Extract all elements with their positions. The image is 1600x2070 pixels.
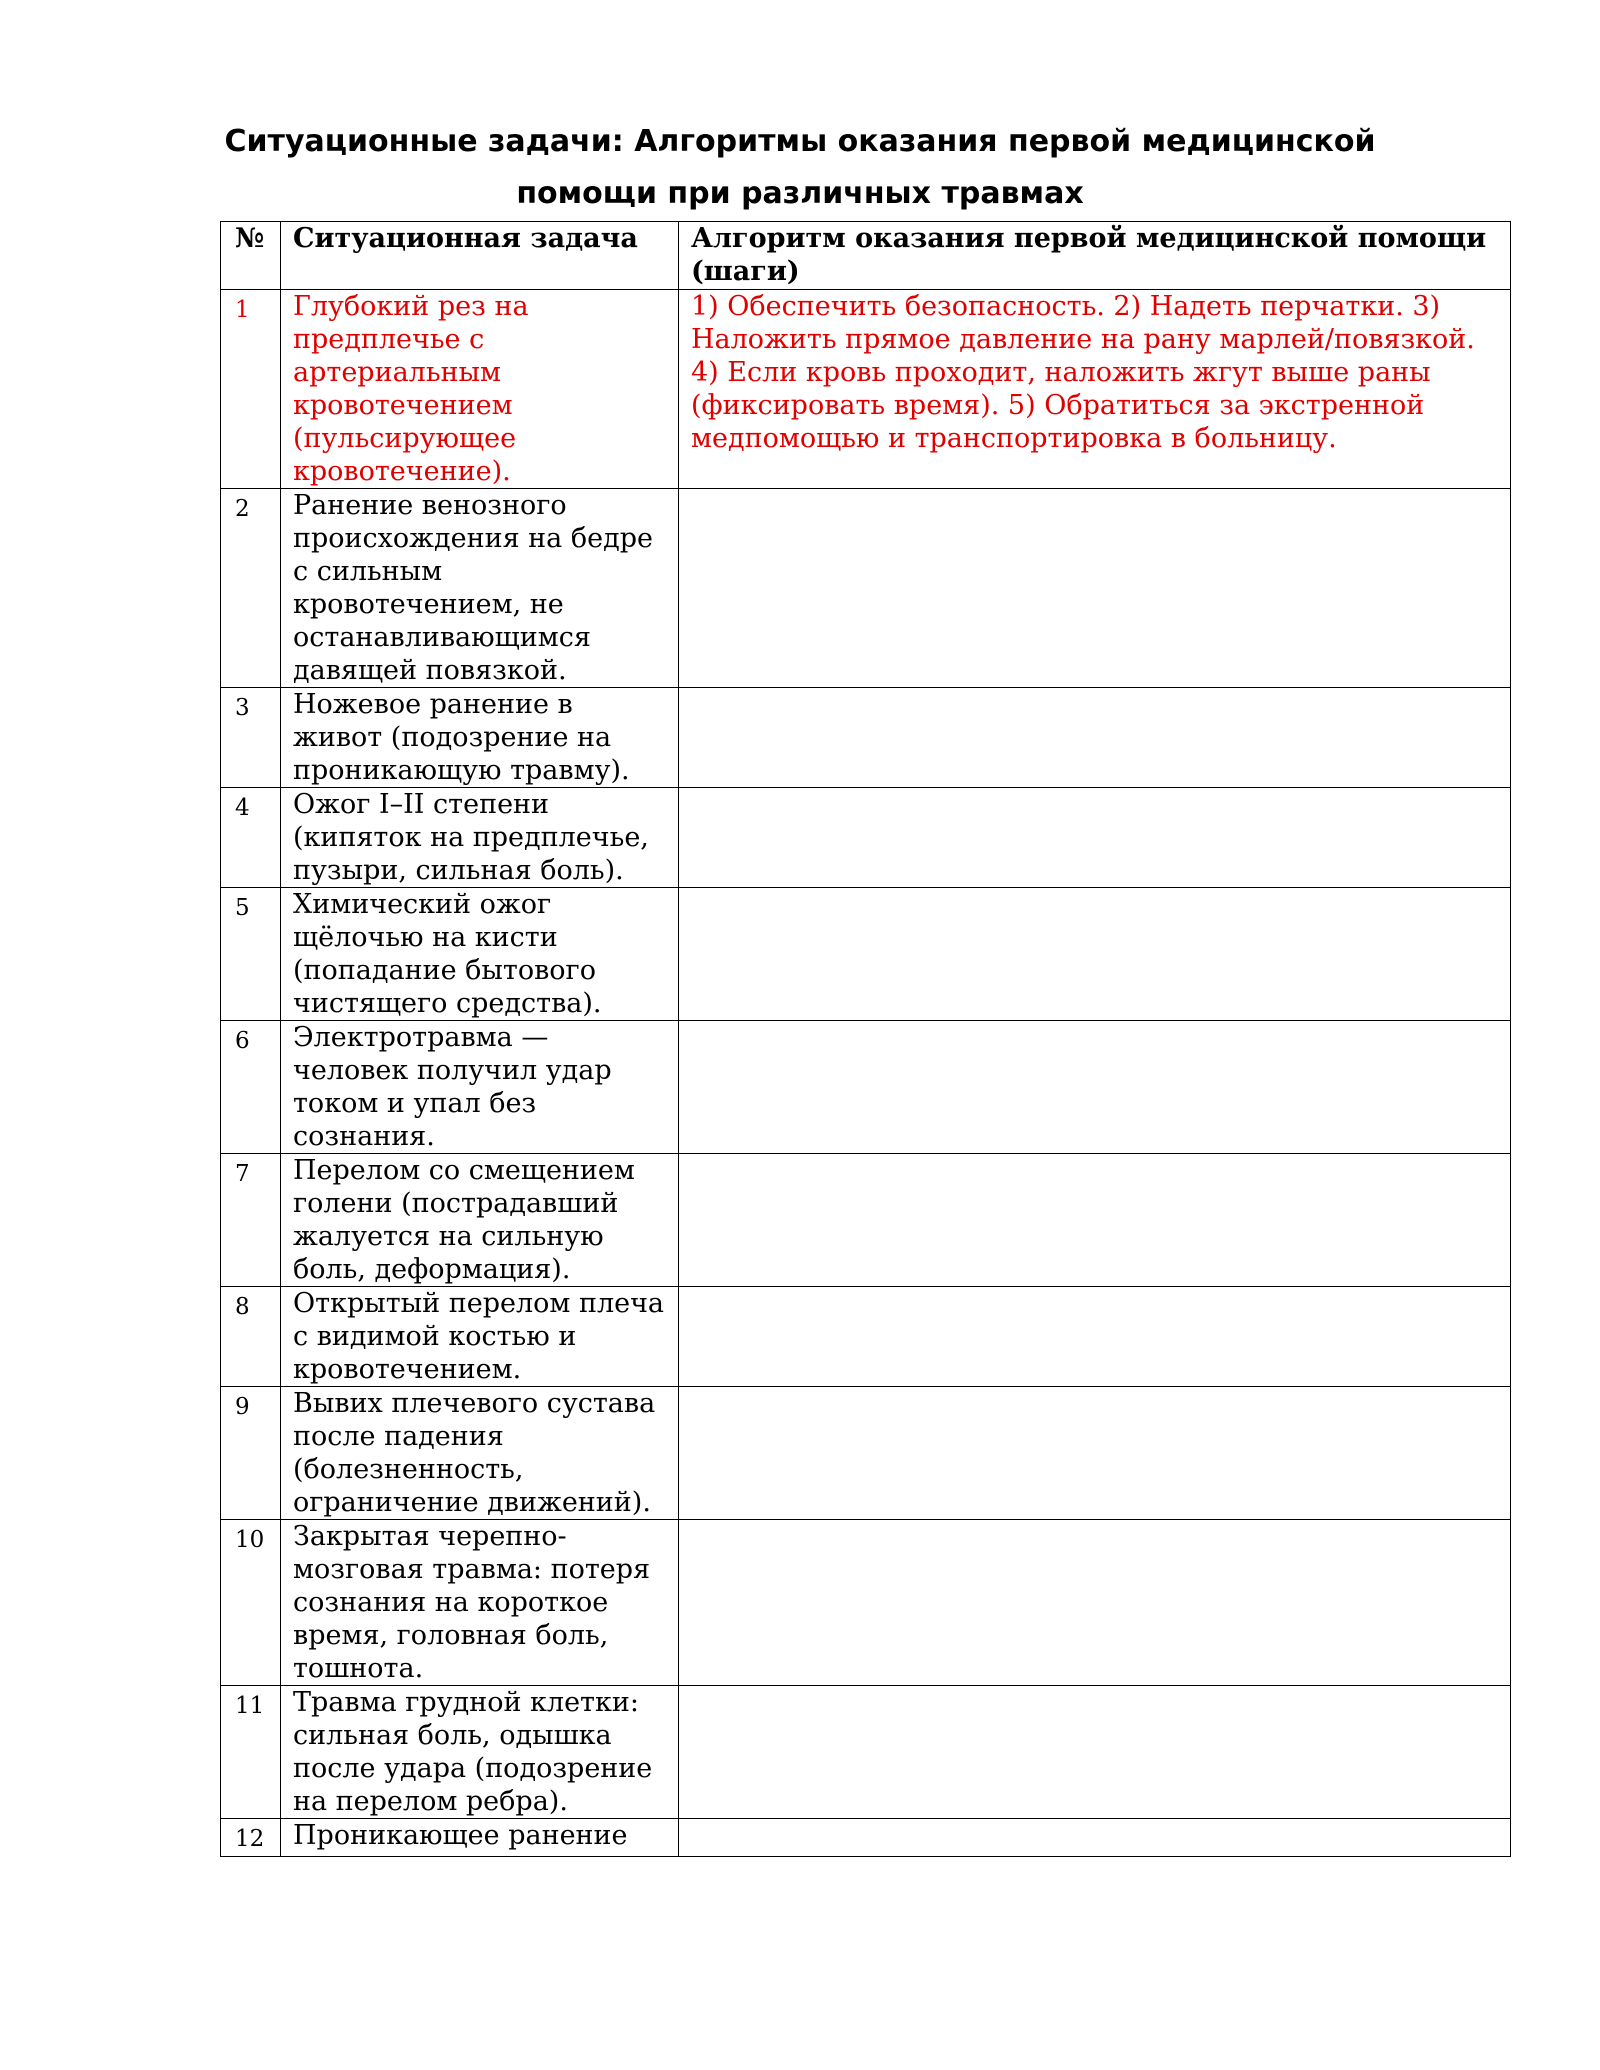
table-row [221,1154,1511,1287]
table-row [221,290,1511,489]
algorithm-cell [679,1686,1511,1819]
algorithm-cell: 1) Обеспечить безопасность. 2) Надеть перчатки. 3) Наложить прямое давление на рану марлей/повязкой. 4) Если кровь проходит, наложить жгут выше раны (фиксировать время). 5) Обратиться за экстренной медпомощью и транспортировка в больницу. [679,290,1511,489]
document-title-line-1: Ситуационные задачи: Алгоритмы оказания первой медицинской [224,124,1376,159]
header-algorithm: Алгоритм оказания первой медицинской помощи (шаги) [679,222,1511,290]
table-row [221,788,1511,888]
task-cell: Электротравма — человек получил удар током и упал без сознания. [281,1021,679,1154]
algorithm-cell [679,1387,1511,1520]
task-cell: Глубокий рез на предплечье с артериальным кровотечением (пульсирующее кровотечение). [281,290,679,489]
task-cell: Проникающее ранение [281,1819,679,1857]
header-num: № [221,222,281,290]
table-header-row [221,222,1511,290]
row-number: 2 [221,489,281,688]
document-title-line-2: помощи при различных травмах [516,176,1084,211]
algorithm-cell [679,1520,1511,1686]
row-number: 9 [221,1387,281,1520]
table-row [221,489,1511,688]
table-row [221,1387,1511,1520]
row-number: 8 [221,1287,281,1387]
table-row [221,888,1511,1021]
tasks-table [220,221,1511,1857]
task-cell: Открытый перелом плеча с видимой костью и кровотечением. [281,1287,679,1387]
row-number: 6 [221,1021,281,1154]
row-number: 1 [221,290,281,489]
algorithm-cell [679,489,1511,688]
table-row [221,1287,1511,1387]
table-row [221,688,1511,788]
row-number: 7 [221,1154,281,1287]
task-cell: Ранение венозного происхождения на бедре с сильным кровотечением, не останавливающимся давящей повязкой. [281,489,679,688]
task-cell: Ножевое ранение в живот (подозрение на проникающую травму). [281,688,679,788]
row-number: 4 [221,788,281,888]
task-cell: Перелом со смещением голени (пострадавший жалуется на сильную боль, деформация). [281,1154,679,1287]
row-number: 12 [221,1819,281,1857]
header-task: Ситуационная задача [281,222,679,290]
task-cell: Травма грудной клетки: сильная боль, одышка после удара (подозрение на перелом ребра). [281,1686,679,1819]
algorithm-cell [679,1154,1511,1287]
algorithm-cell [679,1021,1511,1154]
task-cell: Ожог I–II степени (кипяток на предплечье, пузыри, сильная боль). [281,788,679,888]
table-row [221,1520,1511,1686]
row-number: 5 [221,888,281,1021]
task-cell: Химический ожог щёлочью на кисти (попадание бытового чистящего средства). [281,888,679,1021]
document-title [220,116,1380,220]
algorithm-cell [679,1819,1511,1857]
row-number: 10 [221,1520,281,1686]
table-row [221,1686,1511,1819]
row-number: 3 [221,688,281,788]
algorithm-cell [679,788,1511,888]
task-cell: Закрытая черепно-мозговая травма: потеря сознания на короткое время, головная боль, тошнота. [281,1520,679,1686]
algorithm-cell [679,1287,1511,1387]
algorithm-cell [679,688,1511,788]
table-row [221,1021,1511,1154]
row-number: 11 [221,1686,281,1819]
task-cell: Вывих плечевого сустава после падения (болезненность, ограничение движений). [281,1387,679,1520]
table-row [221,1819,1511,1857]
algorithm-cell [679,888,1511,1021]
